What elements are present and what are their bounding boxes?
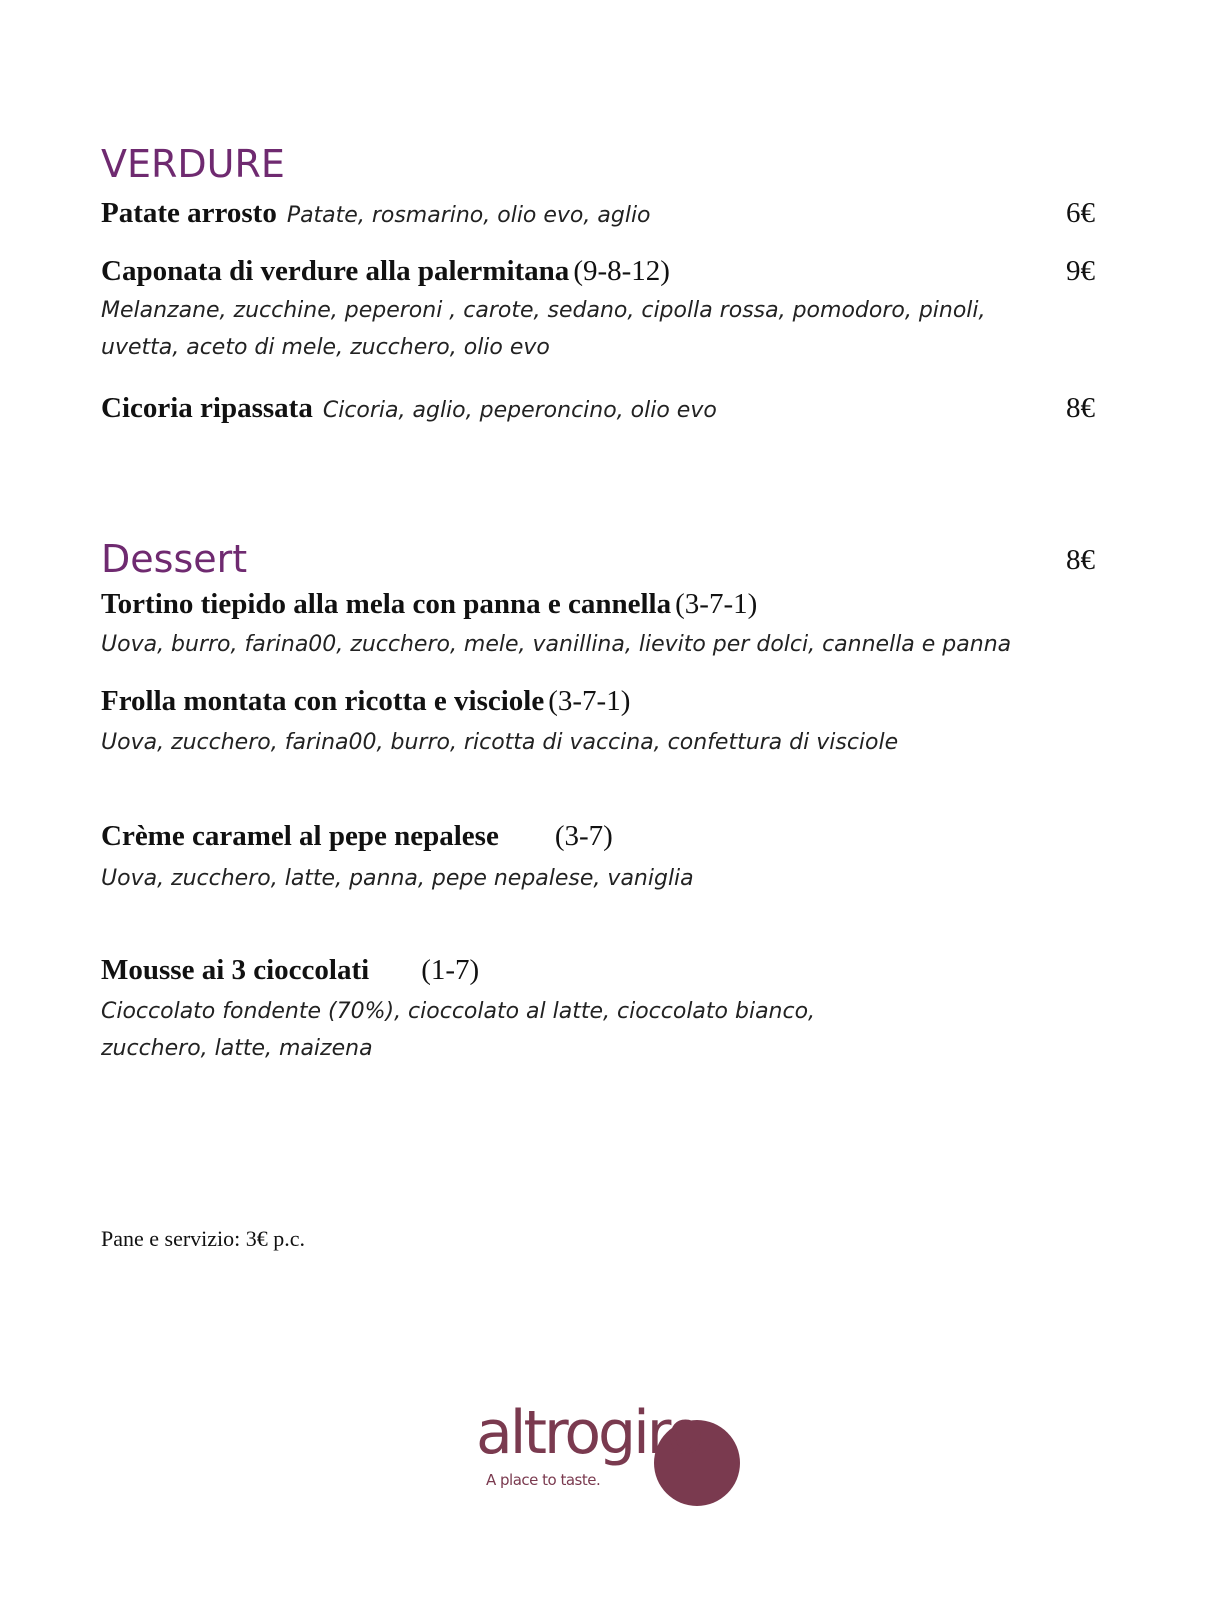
item-allergens: (9-8-12): [573, 255, 670, 287]
menu-item-patate-arrosto: [101, 197, 651, 230]
menu-item-cicoria: [101, 392, 717, 425]
item-description-line: zucchero, latte, maizena: [101, 1036, 373, 1061]
menu-item-creme-caramel: [101, 820, 613, 853]
item-description: Uova, zucchero, farina00, burro, ricotta di vaccina, confettura di visciole: [101, 730, 899, 755]
item-allergens: (1-7): [421, 954, 480, 986]
item-name: Mousse ai 3 cioccolati: [101, 954, 370, 986]
item-name: Tortino tiepido alla mela con panna e cannella: [101, 588, 672, 620]
logo-tagline: A place to taste.: [486, 1471, 601, 1489]
section-title-dessert: Dessert: [101, 537, 248, 581]
item-price: 9€: [1066, 255, 1095, 287]
section-price-dessert: 8€: [1066, 544, 1095, 576]
menu-item-frolla: [101, 685, 630, 718]
item-description-line: Cioccolato fondente (70%), cioccolato al latte, cioccolato bianco,: [101, 999, 816, 1024]
menu-item-mousse: [101, 954, 479, 987]
item-description: Uova, burro, farina00, zucchero, mele, vanillina, lievito per dolci, cannella e panna: [101, 632, 1012, 657]
item-allergens: (3-7): [554, 820, 613, 852]
item-name: Cicoria ripassata: [101, 392, 313, 424]
item-name: Caponata di verdure alla palermitana: [101, 255, 570, 287]
service-charge-note: Pane e servizio: 3€ p.c.: [101, 1226, 306, 1251]
item-allergens: (3-7-1): [548, 685, 631, 717]
item-name: Patate arrosto: [101, 197, 277, 229]
item-description: Uova, zucchero, latte, panna, pepe nepalese, vaniglia: [101, 866, 694, 891]
item-description: Cicoria, aglio, peperoncino, olio evo: [322, 398, 717, 423]
item-description: [101, 993, 815, 1067]
logo-wordmark: altrogiro: [476, 1398, 701, 1468]
item-allergens: (3-7-1): [675, 588, 758, 620]
item-description-line: Melanzane, zucchine, peperoni , carote, sedano, cipolla rossa, pomodoro, pinoli,: [101, 298, 986, 323]
altrogiro-logo: [476, 1398, 756, 1518]
item-description: [101, 292, 986, 366]
item-price: 8€: [1066, 392, 1095, 424]
item-description: Patate, rosmarino, olio evo, aglio: [286, 203, 651, 228]
menu-item-caponata: [101, 255, 670, 288]
item-name: Frolla montata con ricotta e visciole: [101, 685, 545, 717]
item-description-line: uvetta, aceto di mele, zucchero, olio evo: [101, 335, 550, 360]
section-title-verdure: VERDURE: [101, 142, 285, 186]
menu-item-tortino: [101, 588, 757, 621]
item-price: 6€: [1066, 197, 1095, 229]
item-name: Crème caramel al pepe nepalese: [101, 820, 499, 852]
